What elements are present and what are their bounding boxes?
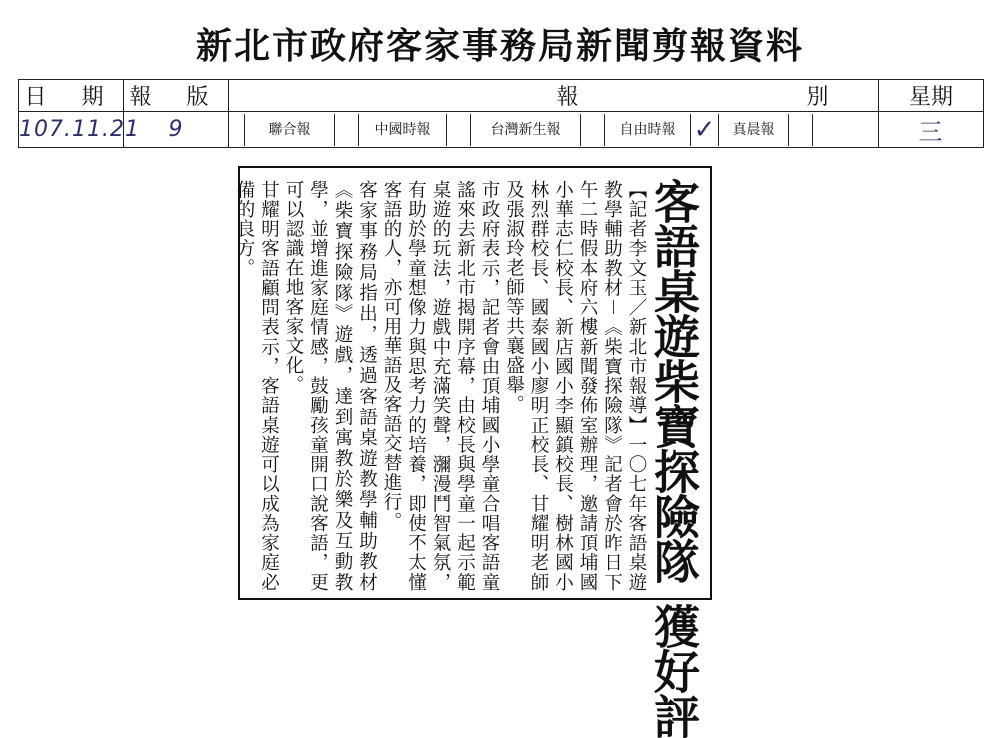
clipping-header-table [18,79,984,148]
article-body [234,180,648,592]
paper-tssdnews: 台灣新生報 [471,114,581,146]
edition-label: 報 版 [124,80,229,112]
paper-ltn: 自由時報 [605,114,691,146]
article-headline: 客語桌遊柴寶探險隊獲好評 [647,178,701,738]
newspaper-options [229,112,879,148]
date-label: 日 期 [19,80,124,112]
paper-udn: 聯合報 [245,114,335,146]
news-clipping [234,166,712,738]
article-paragraph: 客家事務局指出，透過客語桌遊教學輔助教材《柴寶探險隊》遊戲，達到寓教於樂及互動教學，並增進家庭情感，鼓勵孩童開口說客語，更可以認識在地客家文化。 [283,180,378,592]
checkbox-cell [813,114,878,146]
paper-zhenchen: 真晨報 [719,114,789,146]
checkbox-cell [335,114,359,146]
checkbox-cell [789,114,813,146]
paper-chinatimes: 中國時報 [359,114,447,146]
weekday-value: 三 [879,112,984,148]
checkbox-cell [581,114,605,146]
checkmark-icon: ✓ [691,114,719,146]
edition-value: 9 [124,112,229,148]
weekday-label: 星期 [879,80,984,112]
date-value: 107.11.21 [19,112,124,148]
article-paragraph: 【記者李文玉／新北市報導】一〇七年客語桌遊教學輔助教材－《柴寶探險隊》記者會於昨日下午二時假本府六樓新聞發佈室辦理，邀請頂埔國小華志仁校長、新店國小李顯鎮校長、樹林國小林烈群校長、國泰國小廖明正校長、甘耀明老師及張淑玲老師等共襄盛舉。 [503,180,647,592]
checkbox-cell [229,114,245,146]
checkbox-cell [447,114,471,146]
article-paragraph: 市政府表示，記者會由頂埔國小學童合唱客語童謠來去新北市揭開序幕，由校長與學童一起示範桌遊的玩法，遊戲中充滿笑聲，瀰漫鬥智氣氛，有助於學童想像力與思考力的培養，即使不太懂客語的人，亦可用華語及客語交替進行。 [381,180,500,592]
newspaper-label: 報 別 [229,80,879,112]
page-title: 新北市政府客家事務局新聞剪報資料 [195,26,804,67]
article-paragraph: 甘耀明客語顧問表示，客語桌遊可以成為家庭必備的良方。 [234,180,280,592]
